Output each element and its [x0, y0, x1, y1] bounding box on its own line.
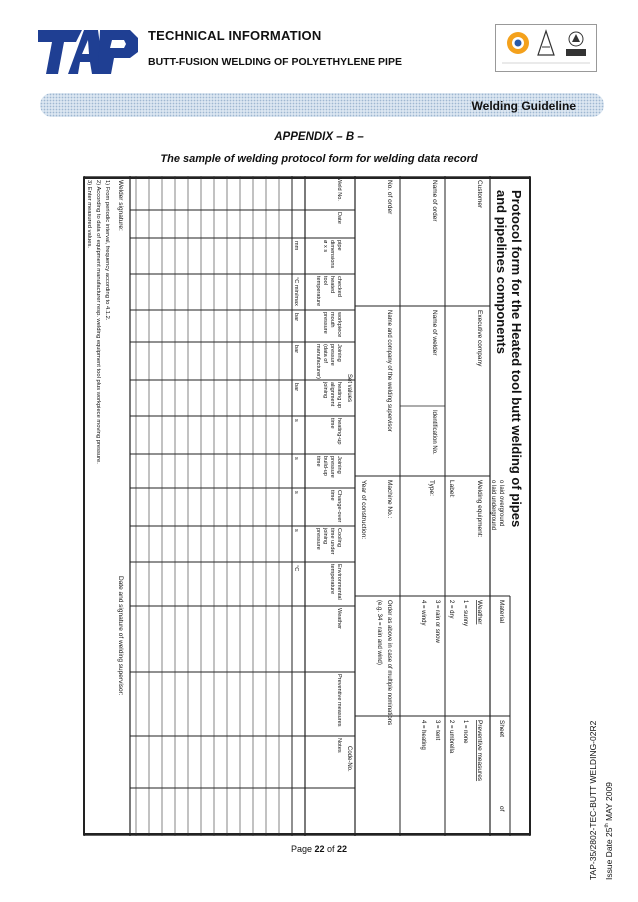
form-title-line1: Protocol form for the Heated tool butt welding of pipes — [509, 190, 524, 528]
issue-date-rest: MAY 2009 — [604, 782, 614, 821]
column-header-text: time under — [329, 528, 335, 555]
column-header-text: pressure — [315, 528, 321, 550]
order-example-label: (e.g. 34 = rain and wind) — [376, 600, 382, 665]
column-header-text: Joining — [336, 344, 342, 362]
set-values-label: Set values — [346, 374, 352, 403]
column-header-text: time — [329, 418, 335, 429]
unit-label: °C min/max — [293, 277, 299, 306]
laid-underground-label: o laid underground — [490, 480, 496, 531]
column-header-text: dimensions — [329, 240, 335, 269]
column-header-text: (data of — [322, 344, 328, 363]
column-header-text: Preventive measures — [336, 674, 342, 727]
code-no-label: Code-No. — [346, 746, 352, 772]
weather-option-2: 2 = dry — [448, 600, 454, 619]
column-header-text: Change-over — [336, 490, 342, 523]
executive-company-label: Executive company — [476, 310, 483, 367]
appendix-title: APPENDIX – B – — [274, 131, 364, 143]
page-of: of — [327, 844, 335, 854]
appendix-description: The sample of welding protocol form for welding data record — [160, 153, 478, 165]
column-header-text: pressure — [329, 456, 335, 478]
column-header-text: time — [315, 456, 321, 467]
unit-label: s — [293, 491, 299, 494]
column-header-text: mouth — [329, 312, 335, 328]
issue-date-prefix: Issue Date 25 — [604, 827, 614, 880]
column-header-text: pressure — [322, 312, 328, 334]
header-subtitle: BUTT-FUSION WELDING OF POLYETHYLENE PIPE — [148, 56, 402, 68]
welder-signature-label: Welder signature: — [117, 180, 124, 231]
issue-date-suffix: th — [604, 823, 611, 828]
column-header-text: build-up — [322, 456, 328, 476]
column-header-text: alignment — [329, 382, 335, 407]
page-prefix: Page — [290, 844, 312, 854]
column-header-text: joining — [322, 382, 328, 399]
column-header-text: checked — [336, 276, 342, 297]
column-header-text: time — [329, 490, 335, 501]
unit-label: bar — [293, 383, 299, 392]
header-title: TECHNICAL INFORMATION — [148, 28, 322, 43]
of-label: of — [498, 806, 505, 812]
column-header-text: pressure — [329, 344, 335, 366]
preventive-option-3: 3 = tent — [434, 720, 440, 741]
weather-option-3: 3 = rain or snow — [434, 600, 440, 643]
unit-label: bar — [293, 345, 299, 354]
preventive-option-1: 1 = none — [462, 720, 468, 744]
footnote-1: 1) From periodic interval, frequency according to 4.1.2. — [104, 180, 110, 321]
column-header-text: workpiece — [336, 312, 342, 338]
year-construction-label: Year of construction: — [360, 480, 367, 540]
unit-label: mm — [293, 241, 299, 251]
column-header-text: heating up — [336, 382, 342, 409]
issue-date — [604, 782, 614, 880]
column-header-text: ø x s — [322, 240, 328, 253]
machine-no-label: Machine No.: — [386, 480, 393, 519]
no-of-order-label: No. of order — [386, 180, 393, 215]
unit-label: s — [293, 419, 299, 422]
page-number — [0, 844, 638, 854]
material-label: Material — [498, 600, 505, 624]
weather-option-1: 1 = sunny — [462, 600, 468, 627]
page-current: 22 — [314, 844, 325, 854]
certification-marks-icon — [496, 25, 596, 71]
column-header-text: heating-up — [336, 418, 342, 445]
weather-heading: Weather — [476, 600, 483, 625]
column-header-text: Date — [336, 212, 342, 224]
column-header-text: Cooling — [336, 528, 342, 547]
unit-label: s — [293, 529, 299, 532]
laid-overground-label: o laid overground — [498, 480, 504, 527]
footnote-2: 2) According to data of equipment manufacturer resp. welding equipment tool plus workpiece moving pressure. — [95, 180, 101, 464]
label-field: Label: — [448, 480, 455, 498]
column-header-text: pipe — [336, 240, 342, 251]
band-label: Welding Guideline — [471, 99, 576, 113]
type-field: Type: — [428, 480, 435, 496]
supervisor-signature-label: Date and signature of welding supervisor: — [117, 576, 124, 696]
page-total: 22 — [337, 844, 348, 854]
column-header-text: Joining — [336, 456, 342, 474]
column-header-text: Weather — [336, 608, 342, 630]
column-header-text: temperature — [315, 276, 321, 307]
footnote-3: 3) Enter measured values. — [86, 180, 92, 248]
name-of-welder-label: Name of welder — [431, 310, 438, 356]
protocol-form-scan — [82, 176, 532, 836]
preventive-option-2: 2 = umbrella — [448, 720, 454, 754]
welding-equipment-label: Welding equipment: — [476, 480, 483, 538]
customer-label: Customer — [476, 180, 483, 209]
weather-option-4: 4 = windy — [420, 600, 426, 626]
unit-label: °C — [293, 565, 299, 572]
document-code: TAP-35/2802-TEC-BUTT WELDING-02R2 — [588, 720, 598, 880]
order-nominations-label: Order as above in case of multiple nominations — [386, 600, 392, 726]
column-header-text: Weld No. — [336, 178, 342, 201]
column-header-text: Environmental — [336, 564, 342, 600]
form-title-line2: and pipelines components — [494, 190, 509, 354]
column-header-text: manufacturer) — [315, 344, 321, 379]
certification-logos — [495, 24, 597, 72]
column-header-text: joining — [322, 528, 328, 545]
column-header-text: Notes — [336, 738, 342, 753]
preventive-option-4: 4 = heating — [420, 720, 426, 750]
tap-logo — [38, 22, 140, 80]
unit-label: bar — [293, 313, 299, 322]
preventive-heading: Preventive measures — [476, 720, 483, 782]
supervisor-name-label: Name and company of the welding supervisor — [386, 310, 392, 432]
identification-no-label: Identification No. — [431, 410, 437, 455]
column-header-text: tool — [322, 276, 328, 286]
name-of-order-label: Name of order — [431, 180, 438, 222]
column-header-text: heated — [329, 276, 335, 294]
unit-label: s — [293, 457, 299, 460]
column-header-text: temperature — [329, 564, 335, 595]
sheet-label: Sheet — [498, 720, 505, 737]
